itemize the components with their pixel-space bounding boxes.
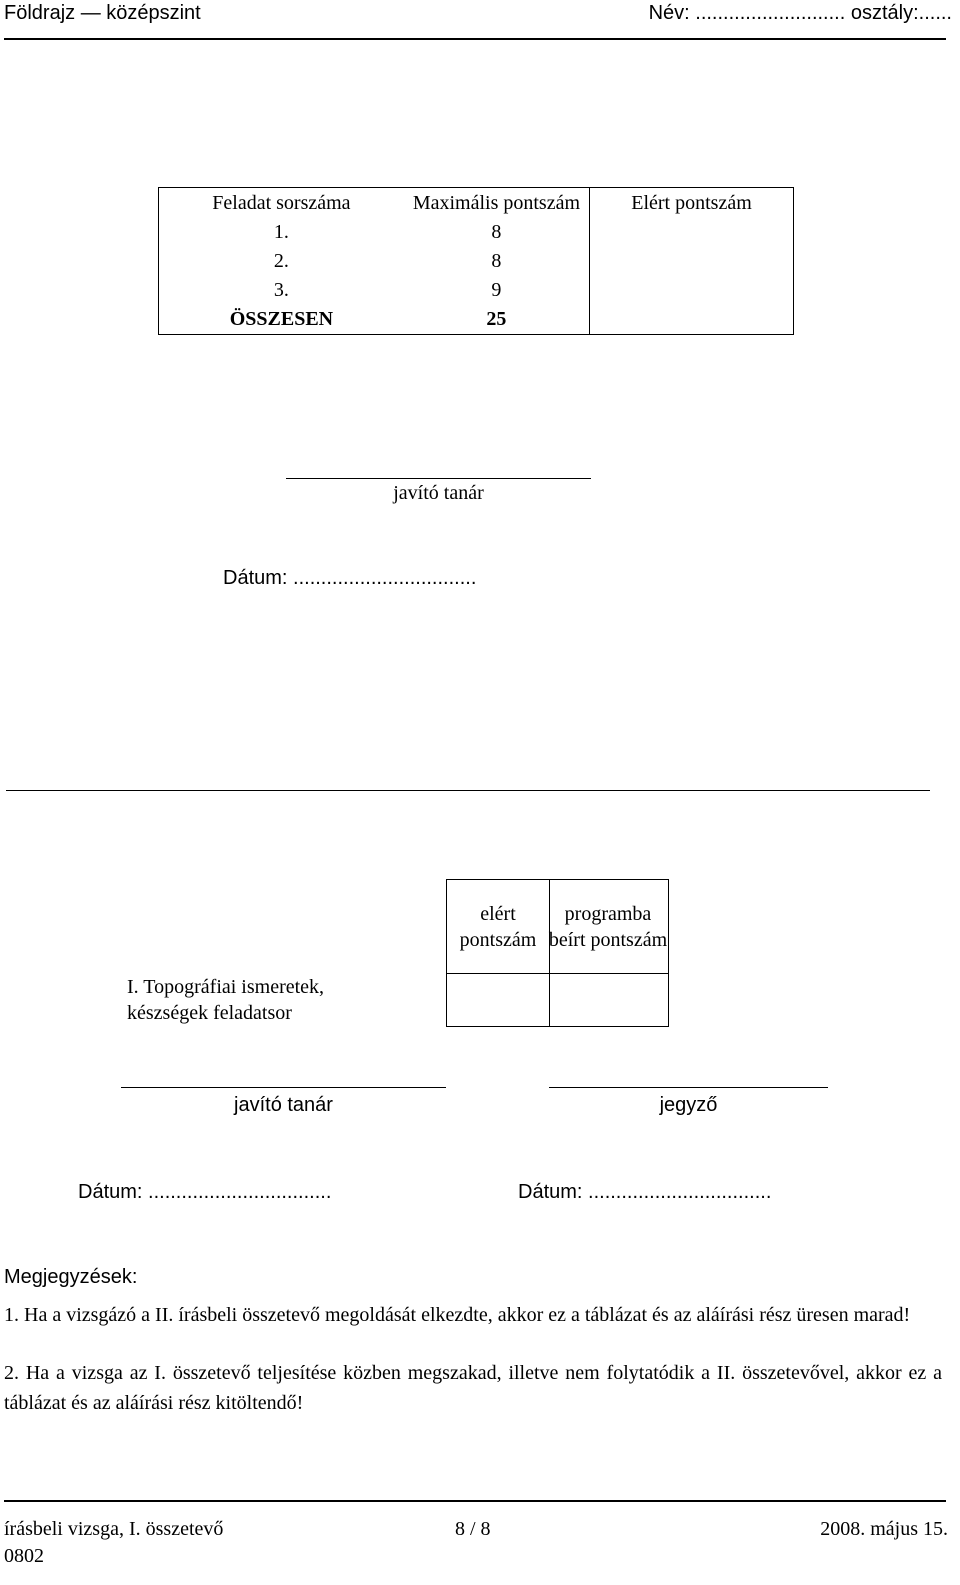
achieved-points-cell[interactable]: [590, 276, 794, 305]
table-row: [159, 276, 794, 305]
teacher-signature-line[interactable]: [121, 1087, 446, 1088]
teacher-date-field[interactable]: Dátum: .................................: [78, 1181, 332, 1203]
achieved-points-cell[interactable]: [590, 247, 794, 276]
footer-rule: [4, 1500, 946, 1502]
total-max-points: 25: [404, 305, 590, 335]
total-label: ÖSSZESEN: [159, 305, 404, 335]
notes-title: Megjegyzések:: [4, 1266, 138, 1288]
signature-label: javító tanár: [393, 482, 484, 504]
task-number: 1.: [159, 218, 404, 247]
total-achieved-cell[interactable]: [590, 305, 794, 335]
table-row: [159, 218, 794, 247]
table-row: [159, 247, 794, 276]
header-achieved: Elért pontszám: [590, 188, 794, 219]
score-table-header-row: [159, 188, 794, 219]
score-table: [158, 187, 794, 335]
header-programba-beirt: programba beírt pontszám: [548, 879, 669, 974]
footer-exam-label: írásbeli vizsga, I. összetevő: [4, 1518, 224, 1540]
header-max: Maximális pontszám: [404, 188, 590, 219]
note-item: 2. Ha a vizsga az I. összetevő teljesítése közben megszakad, illetve nem folytatódik a II. összetevővel, akkor ez a táblázat és az aláírási rész kitöltendő!: [4, 1362, 942, 1414]
footer-page-number: 8 / 8: [455, 1518, 491, 1540]
clerk-signature-label: jegyző: [659, 1094, 718, 1116]
teacher-signature-label: javító tanár: [234, 1094, 333, 1116]
total-row: [159, 305, 794, 335]
footer-date: 2008. május 15.: [820, 1518, 948, 1540]
clerk-date-field[interactable]: Dátum: .................................: [518, 1181, 772, 1203]
clerk-signature-line[interactable]: [549, 1087, 828, 1088]
max-points: 9: [491, 279, 502, 301]
section-divider: [6, 790, 930, 791]
max-points: 8: [491, 221, 502, 243]
programba-beirt-cell[interactable]: [548, 973, 669, 1027]
header-rule: [4, 38, 946, 40]
task-number: 3.: [159, 276, 404, 305]
header-name-class: Név: ........................... osztály:......: [648, 2, 952, 24]
header-subject: Földrajz — középszint: [4, 2, 201, 24]
section-label: I. Topográfiai ismeretek, készségek feladatsor: [127, 976, 325, 1024]
max-points: 8: [491, 250, 502, 272]
footer-code: 0802: [4, 1545, 44, 1567]
note-item: 1. Ha a vizsgázó a II. írásbeli összetevő megoldását elkezdte, akkor ez a táblázat és az aláírási rész üresen marad!: [4, 1304, 911, 1326]
date-field[interactable]: Dátum: .................................: [223, 567, 477, 589]
header-elert-pontszam: elért pontszám: [446, 879, 550, 974]
header-task: Feladat sorszáma: [159, 188, 404, 219]
elert-pontszam-cell[interactable]: [446, 973, 550, 1027]
task-number: 2.: [159, 247, 404, 276]
signature-line[interactable]: [286, 478, 591, 479]
achieved-points-cell[interactable]: [590, 218, 794, 247]
